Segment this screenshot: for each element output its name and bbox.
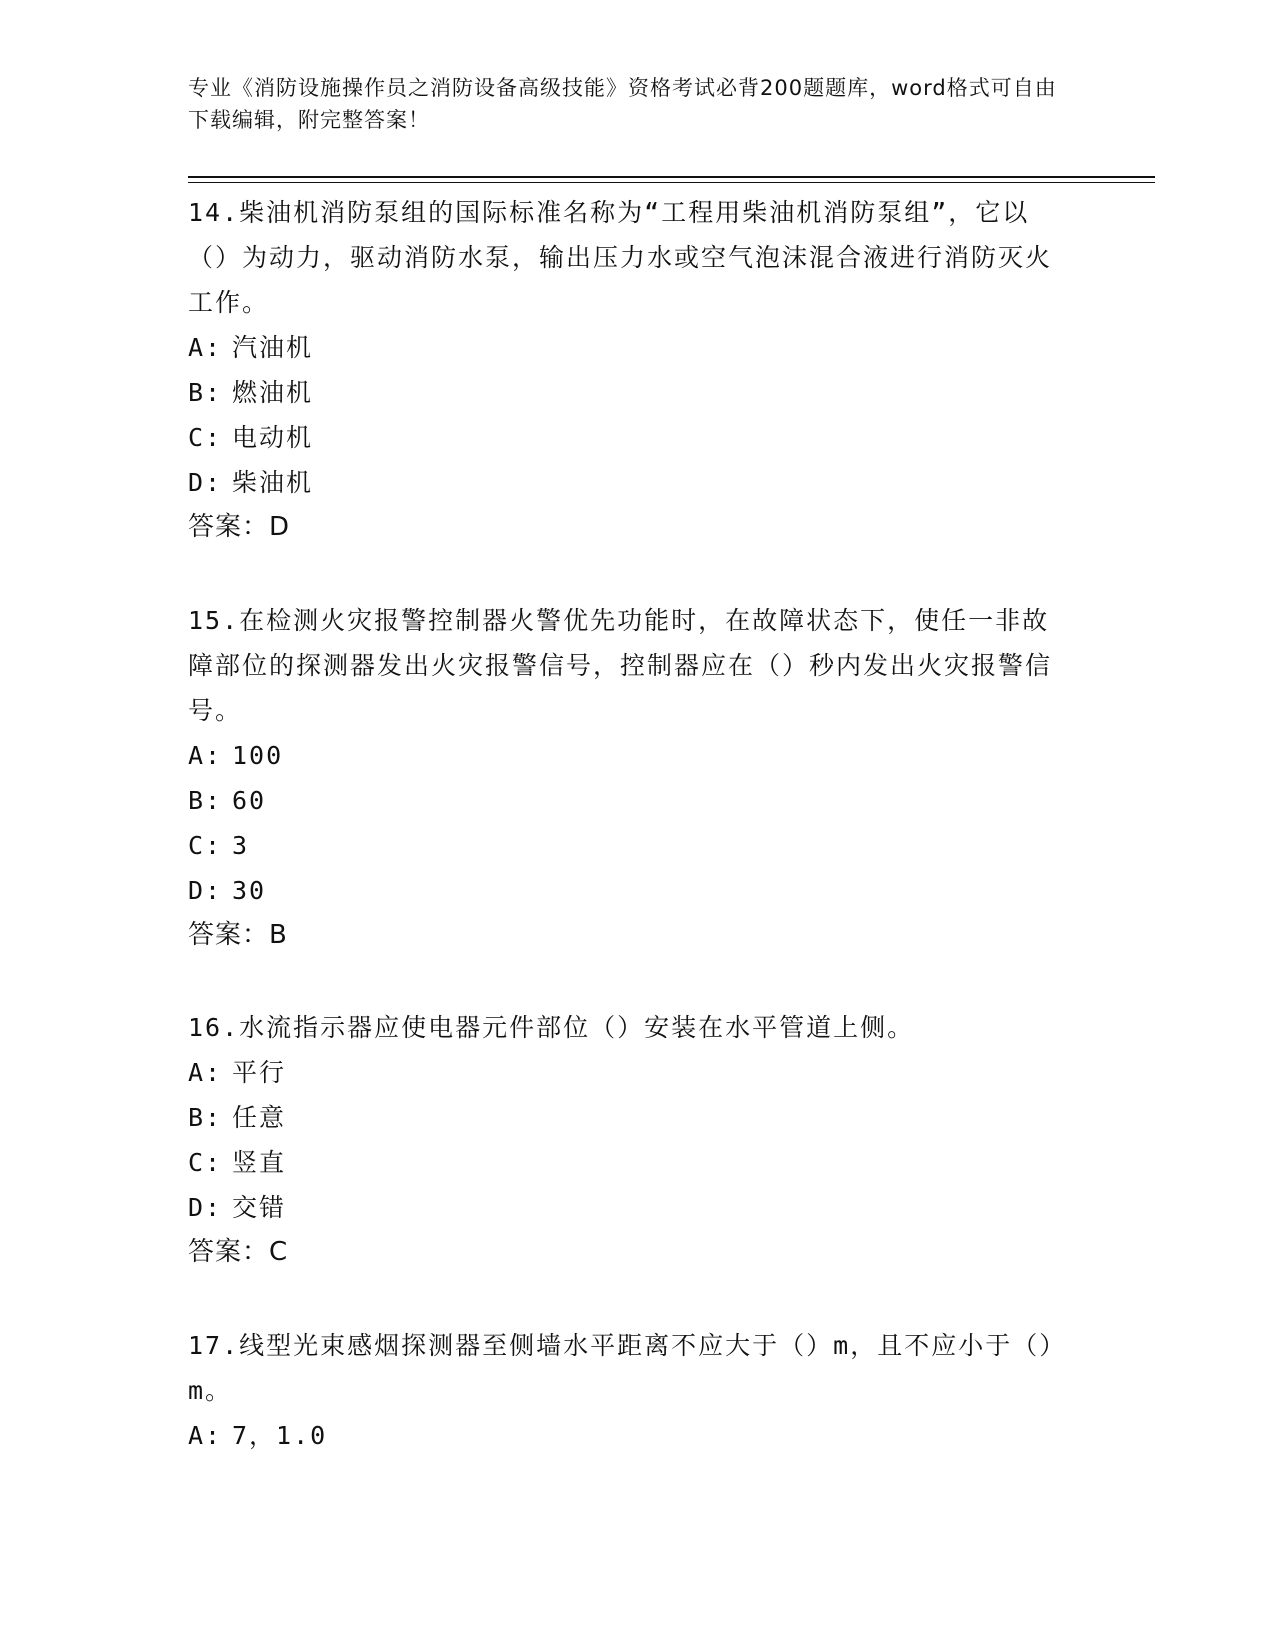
option-text: 汽油机 <box>232 333 314 362</box>
option-text: 7，1.0 <box>232 1421 328 1450</box>
answer-line: 答案：D <box>188 512 291 542</box>
question-16 <box>188 1005 1068 1275</box>
option-key: C: <box>188 831 223 860</box>
option-text: 竖直 <box>232 1148 287 1177</box>
option-d <box>188 1185 1068 1230</box>
option-a <box>188 325 1068 370</box>
question-stem: 16.水流指示器应使电器元件部位（）安装在水平管道上侧。 <box>188 1013 915 1042</box>
answer-line: 答案：C <box>188 1237 289 1267</box>
option-text: 平行 <box>232 1058 287 1087</box>
question-17 <box>188 1323 1068 1458</box>
question-14 <box>188 190 1068 550</box>
option-key: B: <box>188 1103 223 1132</box>
option-key: A: <box>188 1058 223 1087</box>
header-divider <box>188 176 1155 178</box>
option-key: A: <box>188 1421 223 1450</box>
question-stem: 17.线型光束感烟探测器至侧墙水平距离不应大于（）m，且不应小于（）m。 <box>188 1331 1067 1405</box>
option-b <box>188 370 1068 415</box>
option-key: A: <box>188 333 223 362</box>
option-a <box>188 1050 1068 1095</box>
option-text: 电动机 <box>232 423 314 452</box>
option-key: D: <box>188 876 223 905</box>
option-key: C: <box>188 423 223 452</box>
option-b <box>188 778 1068 823</box>
header-divider-thin <box>188 182 1155 183</box>
option-b <box>188 1095 1068 1140</box>
option-c <box>188 823 1068 868</box>
option-key: C: <box>188 1148 223 1177</box>
option-text: 任意 <box>232 1103 287 1132</box>
option-d <box>188 460 1068 505</box>
question-stem: 15.在检测火灾报警控制器火警优先功能时，在故障状态下，使任一非故障部位的探测器发出火灾报警信号，控制器应在（）秒内发出火灾报警信号。 <box>188 606 1053 725</box>
question-15 <box>188 598 1068 958</box>
answer-line: 答案：B <box>188 920 288 950</box>
document-header: 专业《消防设施操作员之消防设备高级技能》资格考试必背200题题库，word格式可自由下载编辑，附完整答案！ <box>188 76 1057 132</box>
option-a <box>188 733 1068 778</box>
option-key: B: <box>188 378 223 407</box>
option-text: 30 <box>232 876 267 905</box>
option-key: B: <box>188 786 223 815</box>
question-stem: 14.柴油机消防泵组的国际标准名称为“工程用柴油机消防泵组”，它以（）为动力，驱动消防水泵，输出压力水或空气泡沫混合液进行消防灭火工作。 <box>188 198 1053 317</box>
option-text: 燃油机 <box>232 378 314 407</box>
option-key: D: <box>188 468 223 497</box>
option-text: 柴油机 <box>232 468 314 497</box>
option-text: 60 <box>232 786 267 815</box>
option-text: 3 <box>232 831 250 860</box>
option-key: A: <box>188 741 223 770</box>
option-text: 交错 <box>232 1193 287 1222</box>
option-c <box>188 1140 1068 1185</box>
option-d <box>188 868 1068 913</box>
option-a <box>188 1413 1068 1458</box>
option-c <box>188 415 1068 460</box>
option-text: 100 <box>232 741 284 770</box>
option-key: D: <box>188 1193 223 1222</box>
